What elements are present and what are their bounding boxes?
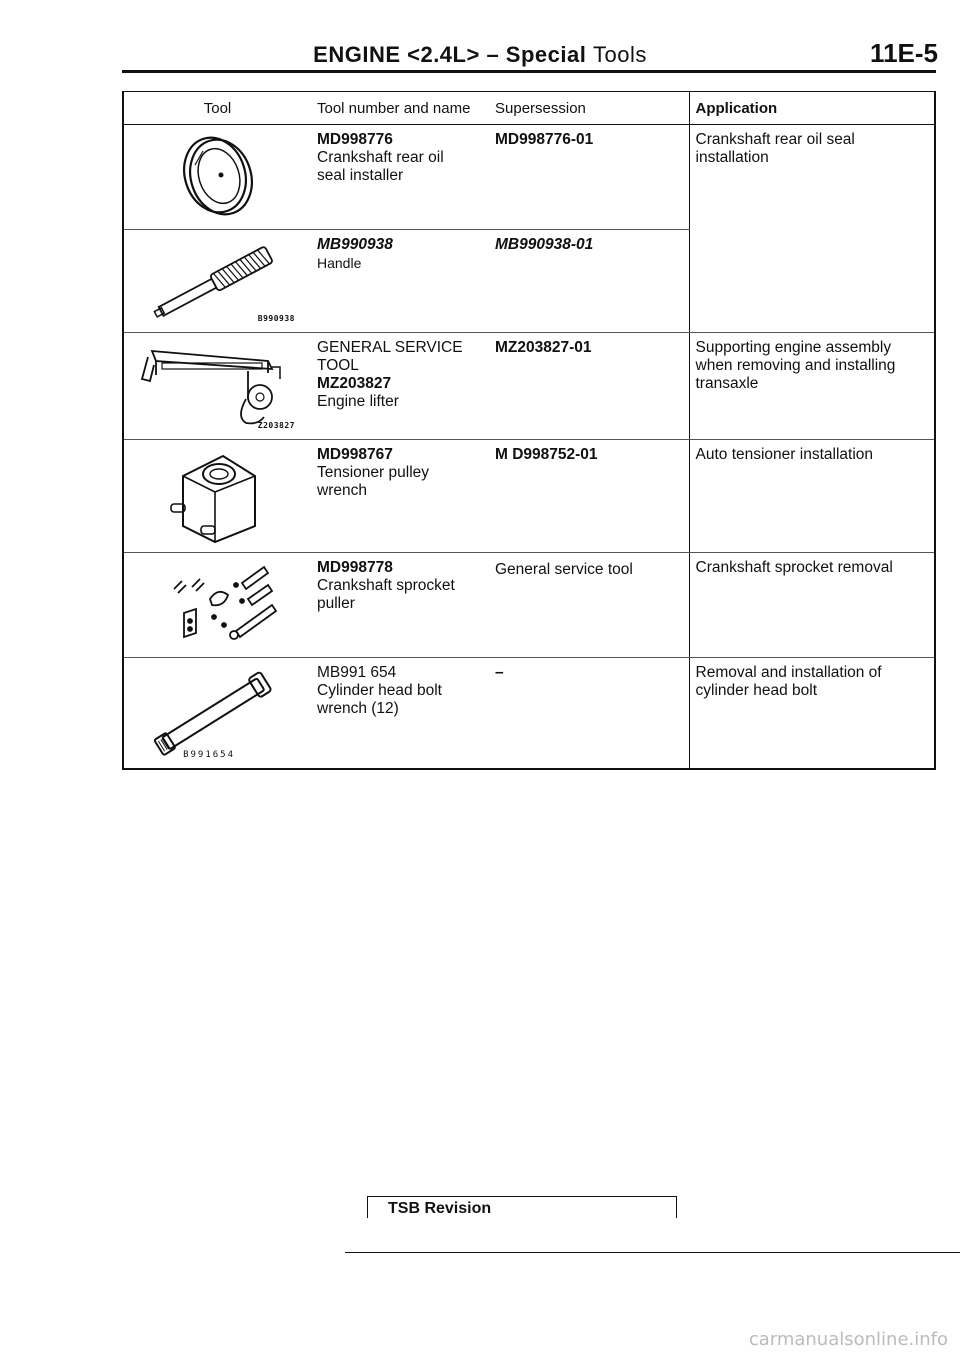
column-header-tool: Tool: [123, 92, 311, 125]
application-cell: [689, 658, 935, 770]
supersession-number: MD998776-01: [495, 131, 594, 148]
table-row: [123, 440, 935, 553]
tool-image-cell: [123, 125, 311, 230]
tsb-revision-label: TSB Revision: [367, 1196, 677, 1218]
special-tools-table: [122, 91, 936, 770]
tool-number: MD998776: [317, 131, 393, 148]
application-cell: [689, 553, 935, 658]
tool-number: MB991 654: [317, 664, 397, 681]
tool-name: Cylinder head bolt wrench (12): [317, 682, 442, 717]
page-number: 11E-5: [870, 38, 938, 68]
tool-number-prefix: GENERAL SERVICE TOOL: [317, 339, 463, 374]
supersession-cell: [489, 553, 689, 658]
supersession-text: –: [495, 664, 504, 681]
tool-number: MD998778: [317, 559, 393, 576]
tool-name: Tensioner pulley wrench: [317, 464, 430, 499]
application-text: Crankshaft rear oil seal installation: [695, 131, 855, 166]
application-text: Removal and installation of cylinder head bolt: [695, 664, 882, 699]
tool-image-cell: [123, 553, 311, 658]
supersession-cell: [489, 230, 689, 333]
tool-image-cell: [123, 333, 311, 440]
supersession-cell: [489, 658, 689, 770]
tool-image-cell: [123, 658, 311, 770]
page-title-light: Tools: [592, 42, 647, 67]
application-text: Supporting engine assembly when removing and installing transaxle: [695, 339, 896, 392]
table-row: [123, 125, 935, 230]
table-row: [123, 658, 935, 770]
supersession-number: MZ203827-01: [495, 339, 592, 356]
tool-number-cell: [311, 553, 489, 658]
application-cell: [689, 440, 935, 553]
tool-image-cell: [123, 230, 311, 333]
tool-name: Engine lifter: [317, 393, 399, 410]
supersession-number: MB990938-01: [495, 236, 594, 253]
table-row: [123, 553, 935, 658]
table-header-row: [123, 92, 935, 125]
application-cell: [689, 333, 935, 440]
table-row: [123, 333, 935, 440]
tool-number-cell: [311, 333, 489, 440]
tool-number: MZ203827: [317, 375, 392, 392]
tool-image-cell: [123, 440, 311, 553]
application-text: Auto tensioner installation: [695, 446, 874, 463]
tool-number: MD998767: [317, 446, 393, 463]
tool-number: MB990938: [317, 236, 393, 253]
column-header-application: Application: [689, 92, 935, 125]
tool-image-code: Z203827: [257, 421, 295, 430]
supersession-cell: [489, 333, 689, 440]
pulley-wrench-icon: [163, 446, 273, 546]
supersession-cell: [489, 440, 689, 553]
supersession-cell: [489, 125, 689, 230]
application-text: Crankshaft sprocket removal: [695, 559, 893, 576]
tool-number-cell: [311, 440, 489, 553]
tool-image-code: B990938: [257, 314, 295, 323]
page-title: [0, 42, 960, 68]
tool-name: Handle: [317, 255, 362, 271]
sprocket-puller-icon: [148, 559, 288, 649]
tool-name: Crankshaft rear oil seal installer: [317, 149, 444, 184]
column-header-supersession: Supersession: [489, 92, 689, 125]
column-header-tool-number: Tool number and name: [311, 92, 489, 125]
footer-rule: [345, 1252, 960, 1253]
tool-image-code: B991654: [183, 750, 235, 760]
header-rule: [122, 70, 936, 73]
tool-number-cell: [311, 658, 489, 770]
tool-number-cell: [311, 125, 489, 230]
tool-number-cell: [311, 230, 489, 333]
application-cell: [689, 125, 935, 333]
tool-name: Crankshaft sprocket puller: [317, 577, 455, 612]
supersession-number: M D998752-01: [495, 446, 598, 463]
watermark-text: carmanualsonline.info: [748, 1329, 948, 1350]
supersession-text: General service tool: [495, 561, 633, 578]
page-title-bold: ENGINE <2.4L> – Special: [313, 42, 587, 67]
seal-installer-icon: [173, 131, 263, 223]
